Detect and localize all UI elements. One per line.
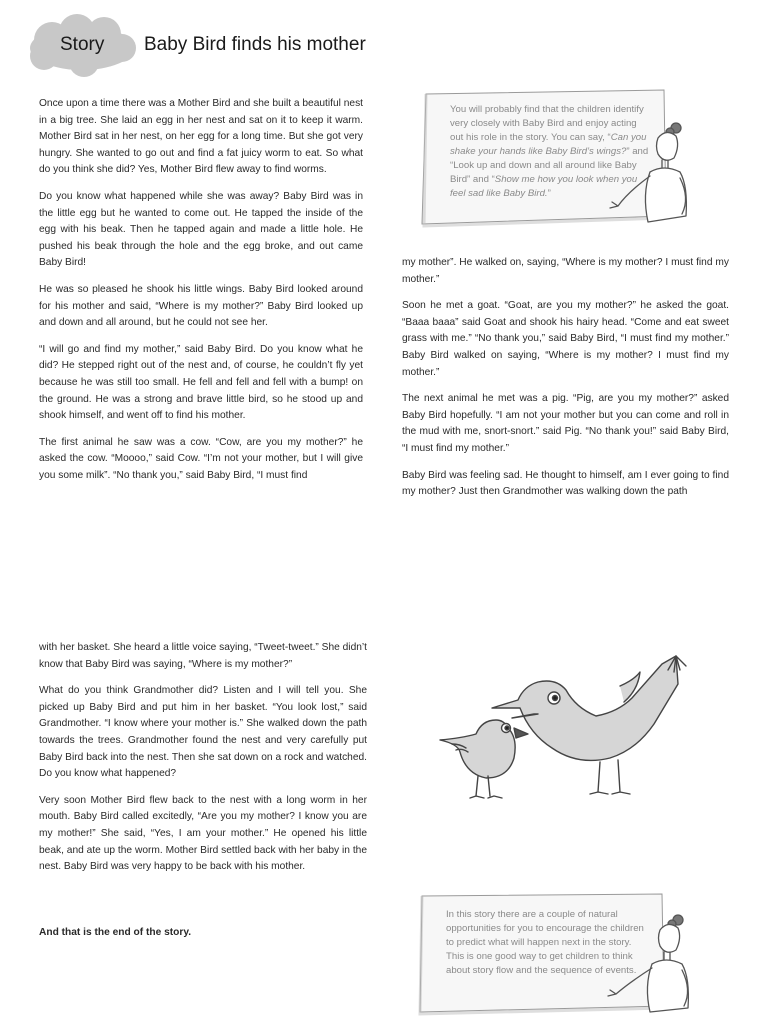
note-run: ” and “Look up and down and all around like Baby Bird” and “ [450,146,649,185]
teacher-note-text [450,103,650,201]
note-italic-run: Show me how you look when you feel sad like Baby Bird. [450,174,638,199]
section-label: Story [60,34,105,55]
story-paragraph: The next animal he met was a pig. “Pig, are you my mother?” asked Baby Bird hopefully. “I am not your mother but you can come and roll in the mud with me, snort-snort.” said Pig. “No thank you!” said Baby Bird, “I must find my mother.” [402,393,729,454]
teacher-note-text: In this story there are a couple of natural opportunities for you to encourage the children to predict what will happen next in the story. This is one good way to get children to think about story flow and the sequence of events. [446,909,644,976]
ending-text: And that is the end of the story. [39,927,192,938]
story-paragraph: Very soon Mother Bird flew back to the nest with a long worm in her mouth. Baby Bird called excitedly, “Are you my mother? I know you are my mother!” She said, “Yes, I am your mother.” He opened his little beak, and ate up the worm. Mother Bird settled back with her baby in the nest. Baby Bird was very happy to be back with his mother. [39,794,367,873]
page-title: Baby Bird finds his mother [144,34,366,55]
story-paragraph: Do you know what happened while she was away? Baby Bird was in the little egg but he wanted to come out. He tapped the inside of the egg with his beak. Then he tapped again and made a little hole. He pushed his beak through the hole and the egg broke, and out came Baby Bird! [39,190,363,269]
story-paragraph: Baby Bird was feeling sad. He thought to himself, am I ever going to find my mother? Just then Grandmother was walking down the path [402,469,729,498]
story-paragraph: What do you think Grandmother did? Listen and I will tell you. She picked up Baby Bird and put him in her basket. “You look lost,” said Grandmother. “I know where your mother is.” She walked down the path towards the trees. Grandmother found the nest and very carefully put Baby Bird back into the nest. Then she sat down on a rock and watched. Do you know what happened? [39,685,367,780]
story-paragraph: He was so pleased he shook his little wings. Baby Bird looked around for his mother and said, “Where is my mother?” Baby Bird looked up and down and all around, but he could not see her. [39,283,363,329]
story-paragraph: “I will go and find my mother,” said Baby Bird. Do you know what he did? He stepped right out of the nest and, of course, he couldn’t fly yet because he was still too small. He fell and fell and fell with a bump! on the ground. He was a strong and brave little bird, so he stood up and shook himself, and went off to find his mother. [39,343,363,422]
story-paragraph: Once upon a time there was a Mother Bird and she built a beautiful nest in a big tree. She laid an egg in her nest and sat on it to keep it warm. Mother Bird sat in her nest, on her egg for a long time. But she got very hungry. She wanted to go out and find a fat juicy worm to eat. So what do you think she did? Yes, Mother Bird flew away to find worms. [39,98,363,176]
mother-and-baby-bird-illustration [430,650,700,810]
note-italic-run: Can you shake your hands like Baby Bird’s wings? [450,132,647,157]
story-ending [39,925,367,942]
story-column-2 [402,255,729,511]
story-paragraph: my mother”. He walked on, saying, “Where is my mother? I must find my mother.” [402,257,729,285]
note-run: ” [547,188,551,199]
note-run: You will probably find that the children identify very closely with Baby Bird and enjoy acting out his role in the story. You can say, “ [450,104,644,143]
story-column-3 [39,640,367,886]
story-paragraph: Soon he met a goat. “Goat, are you my mother?” he asked the goat. “Baaa baaa” said Goat and shook his hairy head. “Come and eat sweet grass with me.” “No thank you,” said Baby Bird, “I must find my mother.” Baby Bird walked on saying, “Where is my mother? I must find my mother.” [402,300,729,378]
story-column-1 [39,96,363,494]
story-paragraph: The first animal he saw was a cow. “Cow, are you my mother?” he asked the cow. “Moooo,” said Cow. “I’m not your mother, but I will give you some milk”. “No thank you,” said Baby Bird, “I must find [39,436,363,481]
story-paragraph: with her basket. She heard a little voice saying, “Tweet-tweet.” She didn’t know that Baby Bird was saying, “Where is my mother?” [39,642,367,670]
